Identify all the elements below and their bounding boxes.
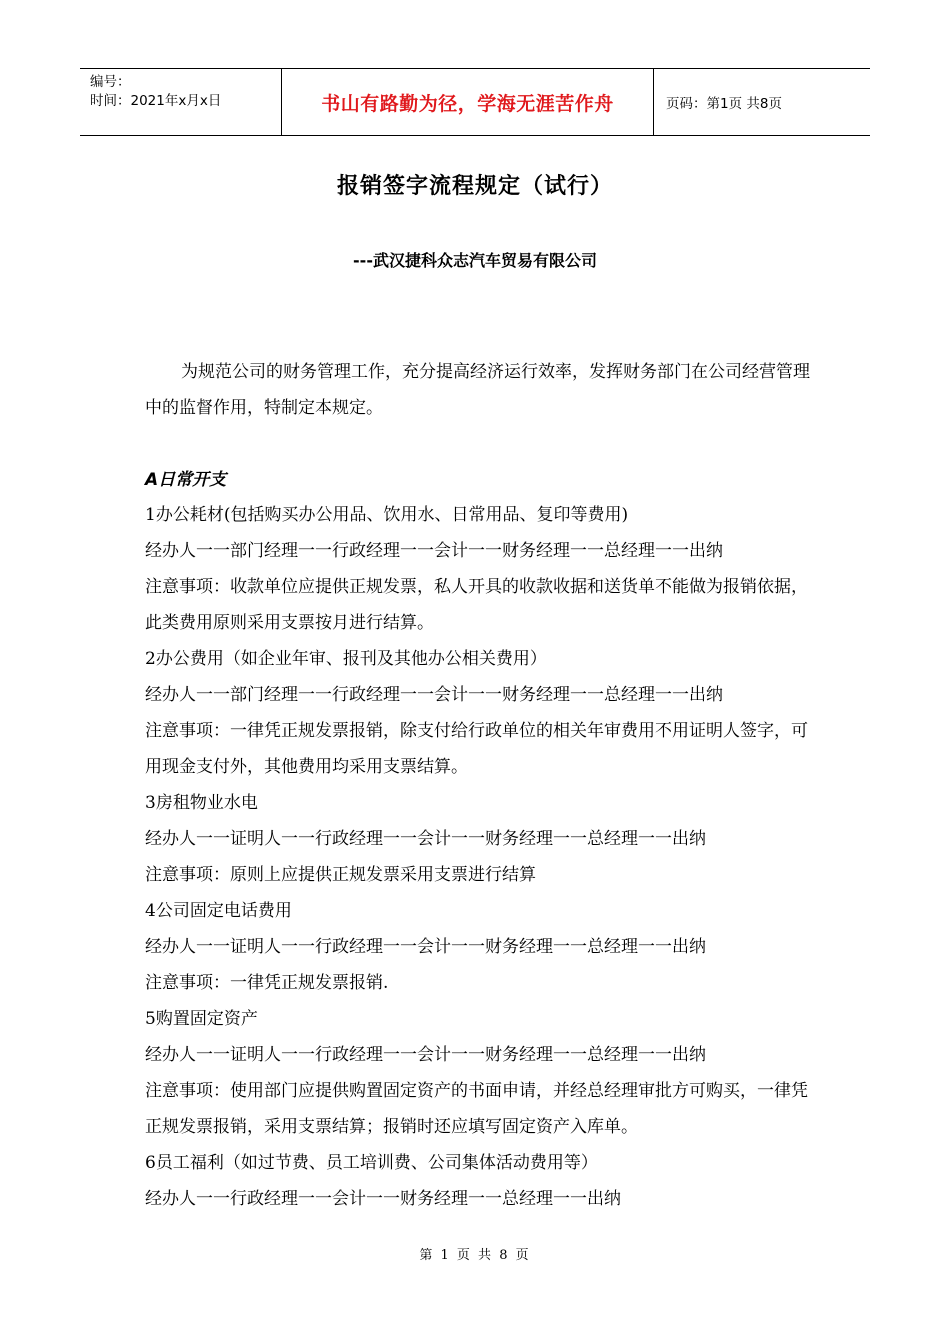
list-item: 经办人一一部门经理一一行政经理一一会计一一财务经理一一总经理一一出纳 — [145, 541, 723, 561]
list-item: 2办公费用（如企业年审、报刊及其他办公相关费用） — [145, 649, 547, 669]
list-item: 1办公耗材(包括购买办公用品、饮用水、日常用品、复印等费用) — [145, 505, 629, 525]
list-item: 经办人一一证明人一一行政经理一一会计一一财务经理一一总经理一一出纳 — [145, 937, 706, 957]
expense-items-list — [145, 497, 810, 1217]
intro-paragraph: 为规范公司的财务管理工作，充分提高经济运行效率，发挥财务部门在公司经营管理中的监督作用，特制定本规定。 — [145, 362, 810, 418]
list-item: 3房租物业水电 — [145, 793, 258, 813]
list-item: 经办人一一证明人一一行政经理一一会计一一财务经理一一总经理一一出纳 — [145, 829, 706, 849]
list-item: 注意事项：收款单位应提供正规发票，私人开具的收款收据和送货单不能做为报销依据，此类费用原则采用支票按月进行结算。 — [145, 577, 808, 633]
document-number-label: 编号： — [90, 74, 131, 90]
header-table — [80, 68, 870, 136]
list-item: 经办人一一部门经理一一行政经理一一会计一一财务经理一一总经理一一出纳 — [145, 685, 723, 705]
document-subtitle: ---武汉捷科众志汽车贸易有限公司 — [353, 251, 597, 270]
list-item: 经办人一一行政经理一一会计一一财务经理一一总经理一一出纳 — [145, 1189, 621, 1209]
header-page-info: 页码：第1页 共8页 — [666, 96, 782, 112]
document-time-label: 时间：2021年x月x日 — [90, 93, 222, 109]
section-heading-a: A日常开支 — [145, 470, 227, 490]
list-item: 注意事项：原则上应提供正规发票采用支票进行结算 — [145, 865, 536, 885]
list-item: 6员工福利（如过节费、员工培训费、公司集体活动费用等） — [145, 1153, 598, 1173]
list-item: 5购置固定资产 — [145, 1009, 258, 1029]
document-title: 报销签字流程规定（试行） — [336, 174, 613, 199]
list-item: 经办人一一证明人一一行政经理一一会计一一财务经理一一总经理一一出纳 — [145, 1045, 706, 1065]
list-item: 4公司固定电话费用 — [145, 901, 292, 921]
list-item: 注意事项：使用部门应提供购置固定资产的书面申请，并经总经理审批方可购买，一律凭正规发票报销，采用支票结算；报销时还应填写固定资产入库单。 — [145, 1081, 808, 1137]
list-item: 注意事项：一律凭正规发票报销，除支付给行政单位的相关年审费用不用证明人签字，可用现金支付外，其他费用均采用支票结算。 — [145, 721, 808, 777]
header-meta — [80, 69, 281, 135]
header-motto: 书山有路勤为径，学海无涯苦作舟 — [281, 69, 654, 135]
list-item: 注意事项：一律凭正规发票报销. — [145, 973, 389, 993]
page-footer: 第 1 页 共 8 页 — [419, 1248, 531, 1263]
